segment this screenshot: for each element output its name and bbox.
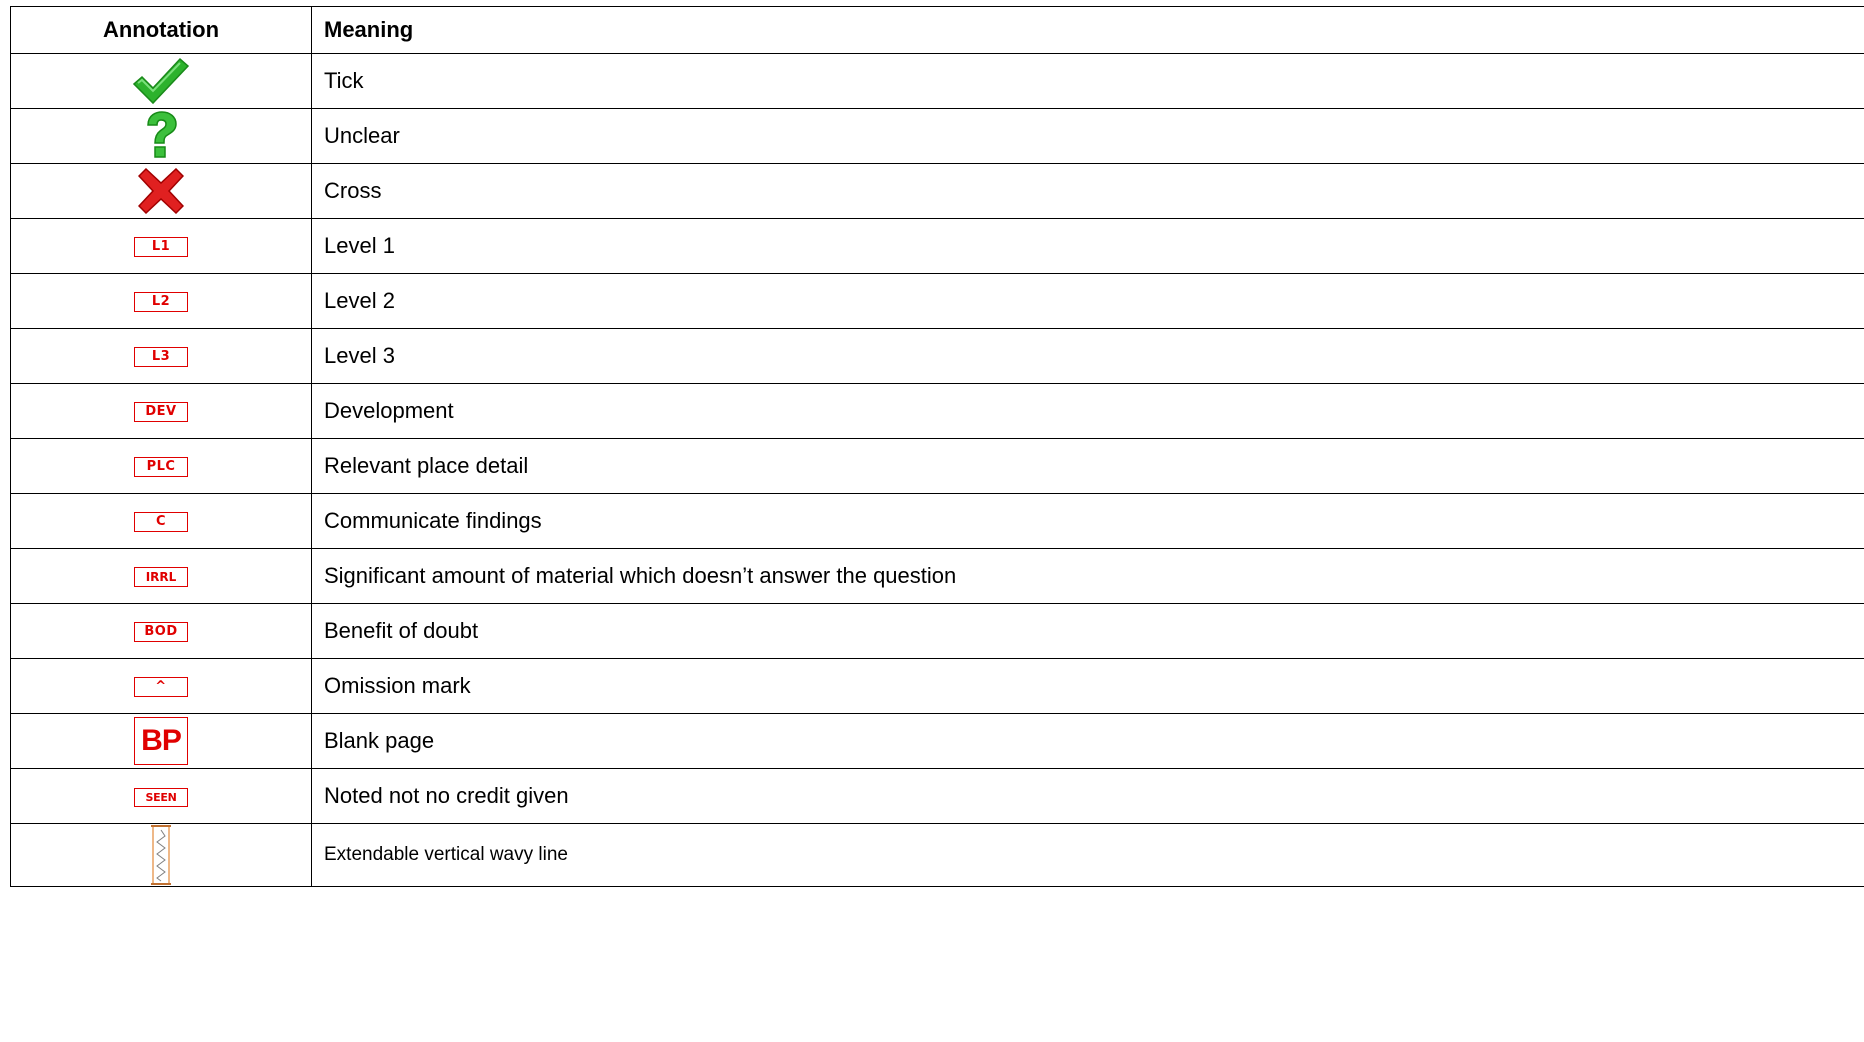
level-2-icon: L2 bbox=[134, 292, 188, 312]
wavy-line-icon bbox=[150, 825, 172, 885]
annotation-cell bbox=[11, 384, 312, 439]
annotation-cell bbox=[11, 439, 312, 494]
annotation-cell bbox=[11, 659, 312, 714]
annotation-cell bbox=[11, 769, 312, 824]
level-3-icon: L3 bbox=[134, 347, 188, 367]
annotation-cell bbox=[11, 274, 312, 329]
table-row bbox=[11, 824, 1864, 887]
table-row bbox=[11, 384, 1864, 439]
table-row bbox=[11, 164, 1864, 219]
table-row bbox=[11, 274, 1864, 329]
development-icon: DEV bbox=[134, 402, 188, 422]
table-row bbox=[11, 439, 1864, 494]
meaning-cell: Extendable vertical wavy line bbox=[312, 824, 1864, 887]
annotation-cell bbox=[11, 329, 312, 384]
irrelevant-icon: IRRL bbox=[134, 567, 188, 587]
cross-icon bbox=[138, 168, 184, 214]
communicate-icon: C bbox=[134, 512, 188, 532]
meaning-column-header: Meaning bbox=[312, 7, 1864, 54]
meaning-cell: Level 3 bbox=[312, 329, 1864, 384]
annotation-cell bbox=[11, 494, 312, 549]
table-row bbox=[11, 549, 1864, 604]
table-row bbox=[11, 329, 1864, 384]
annotation-cell bbox=[11, 714, 312, 769]
annotation-cell bbox=[11, 109, 312, 164]
table-row bbox=[11, 659, 1864, 714]
table-row bbox=[11, 219, 1864, 274]
seen-icon: SEEN bbox=[134, 788, 188, 807]
meaning-cell: Development bbox=[312, 384, 1864, 439]
annotation-cell bbox=[11, 824, 312, 887]
table-header-row bbox=[11, 7, 1864, 54]
benefit-of-doubt-icon: BOD bbox=[134, 622, 188, 642]
table-row bbox=[11, 604, 1864, 659]
meaning-cell: Noted not no credit given bbox=[312, 769, 1864, 824]
annotation-cell bbox=[11, 164, 312, 219]
question-mark-icon bbox=[143, 111, 179, 161]
meaning-cell: Blank page bbox=[312, 714, 1864, 769]
table-row bbox=[11, 54, 1864, 109]
omission-mark-icon: ^ bbox=[134, 677, 188, 697]
annotation-column-header: Annotation bbox=[11, 7, 312, 54]
annotations-table bbox=[10, 6, 1864, 887]
annotation-cell bbox=[11, 219, 312, 274]
meaning-cell: Cross bbox=[312, 164, 1864, 219]
table-row bbox=[11, 714, 1864, 769]
blank-page-icon: BP bbox=[134, 717, 188, 765]
meaning-cell: Unclear bbox=[312, 109, 1864, 164]
annotation-cell bbox=[11, 54, 312, 109]
meaning-cell: Level 2 bbox=[312, 274, 1864, 329]
meaning-cell: Communicate findings bbox=[312, 494, 1864, 549]
meaning-cell: Omission mark bbox=[312, 659, 1864, 714]
place-detail-icon: PLC bbox=[134, 457, 188, 477]
meaning-cell: Tick bbox=[312, 54, 1864, 109]
table-row bbox=[11, 494, 1864, 549]
annotation-cell bbox=[11, 549, 312, 604]
table-row bbox=[11, 769, 1864, 824]
table-row bbox=[11, 109, 1864, 164]
meaning-cell: Level 1 bbox=[312, 219, 1864, 274]
level-1-icon: L1 bbox=[134, 237, 188, 257]
tick-icon bbox=[132, 56, 190, 106]
meaning-cell: Significant amount of material which doesn’t answer the question bbox=[312, 549, 1864, 604]
meaning-cell: Benefit of doubt bbox=[312, 604, 1864, 659]
annotation-cell bbox=[11, 604, 312, 659]
meaning-cell: Relevant place detail bbox=[312, 439, 1864, 494]
